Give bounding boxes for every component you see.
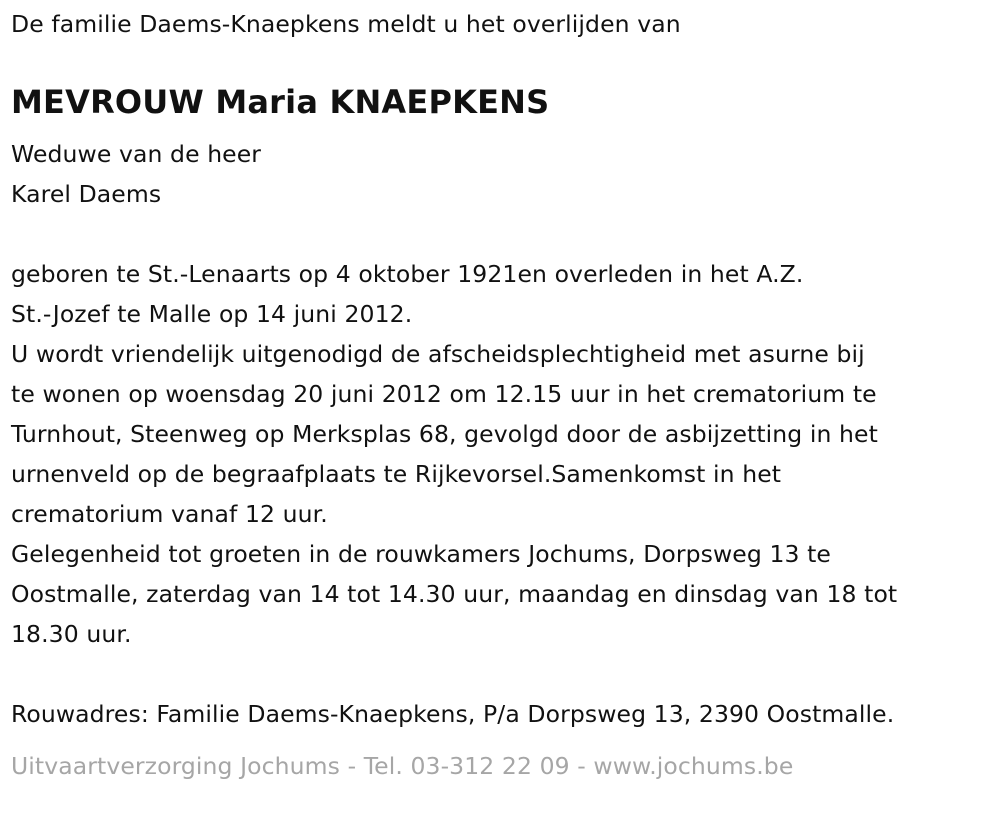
body-line: geboren te St.-Lenaarts op 4 oktober 1921en overleden in het A.Z. xyxy=(11,260,804,288)
body-line: te wonen op woensdag 20 juni 2012 om 12.15 uur in het crematorium te xyxy=(11,380,877,408)
deceased-name: MEVROUW Maria KNAEPKENS xyxy=(11,83,550,121)
widow-line-1: Weduwe van de heer xyxy=(11,140,262,168)
body-line: crematorium vanaf 12 uur. xyxy=(11,500,328,528)
body-line: urnenveld op de begraafplaats te Rijkevorsel.Samenkomst in het xyxy=(11,460,782,488)
body-line: Oostmalle, zaterdag van 14 tot 14.30 uur, maandag en dinsdag van 18 tot xyxy=(11,580,898,608)
body-line: Turnhout, Steenweg op Merksplas 68, gevolgd door de asbijzetting in het xyxy=(11,420,878,448)
widow-line-2: Karel Daems xyxy=(11,180,162,208)
body-line: Gelegenheid tot groeten in de rouwkamers Jochums, Dorpsweg 13 te xyxy=(11,540,831,568)
body-line: St.-Jozef te Malle op 14 juni 2012. xyxy=(11,300,413,328)
body-line: 18.30 uur. xyxy=(11,620,132,648)
funeral-home-footer: Uitvaartverzorging Jochums - Tel. 03-312 22 09 - www.jochums.be xyxy=(11,752,794,780)
mourning-address: Rouwadres: Familie Daems-Knaepkens, P/a Dorpsweg 13, 2390 Oostmalle. xyxy=(11,700,895,728)
intro-text: De familie Daems-Knaepkens meldt u het overlijden van xyxy=(11,10,681,38)
body-line: U wordt vriendelijk uitgenodigd de afscheidsplechtigheid met asurne bij xyxy=(11,340,865,368)
